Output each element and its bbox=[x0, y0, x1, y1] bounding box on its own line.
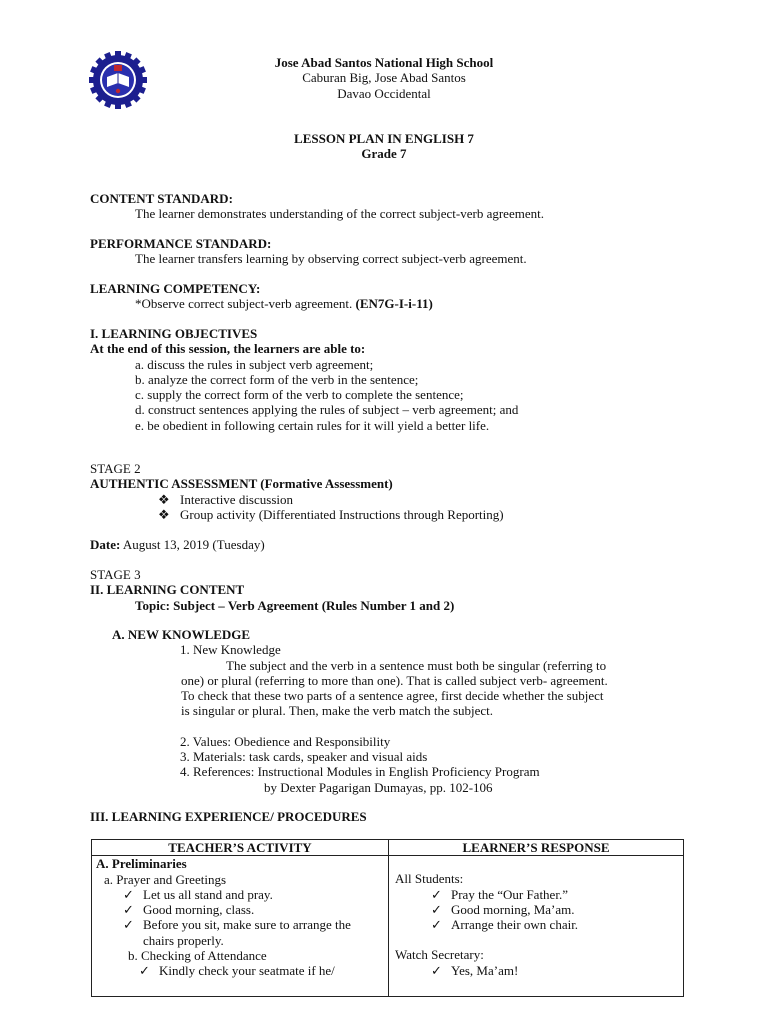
new-knowledge-item: 3. Materials: task cards, speaker and visual aids bbox=[180, 749, 428, 765]
procedures-table bbox=[91, 839, 684, 997]
assessment-bullet bbox=[90, 507, 710, 522]
assessment-bullet-text: Interactive discussion bbox=[180, 491, 293, 507]
watch-secretary-label: Watch Secretary: bbox=[395, 947, 484, 963]
teacher-check-item bbox=[96, 887, 384, 902]
learner-check-item bbox=[393, 917, 679, 932]
teacher-check-continuation: chairs properly. bbox=[143, 932, 224, 948]
objective-item: b. analyze the correct form of the verb in the sentence; bbox=[135, 371, 419, 387]
stage3-label: STAGE 3 bbox=[90, 567, 141, 582]
learning-competency-code: (EN7G-I-i-11) bbox=[355, 296, 433, 312]
learner-check-text: Yes, Ma’am! bbox=[451, 962, 519, 978]
school-address-line1: Caburan Big, Jose Abad Santos bbox=[302, 70, 466, 86]
learning-competency-text: *Observe correct subject-verb agreement. bbox=[135, 296, 353, 312]
checkmark-icon: ✓ bbox=[431, 962, 442, 978]
diamond-bullet-icon: ❖ bbox=[158, 506, 170, 522]
learner-response-cell bbox=[389, 856, 684, 997]
objective-item: c. supply the correct form of the verb to complete the sentence; bbox=[135, 387, 464, 403]
learner-check-item bbox=[393, 902, 679, 917]
school-header bbox=[150, 55, 618, 101]
new-knowledge-heading: A. NEW KNOWLEDGE bbox=[112, 627, 251, 642]
performance-standard-heading: PERFORMANCE STANDARD: bbox=[90, 236, 272, 251]
procedures-heading: III. LEARNING EXPERIENCE/ PROCEDURES bbox=[90, 809, 367, 824]
learning-competency-section bbox=[90, 281, 710, 312]
date-value: August 13, 2019 (Tuesday) bbox=[122, 537, 265, 552]
teacher-check-item bbox=[96, 902, 384, 917]
teacher-check-item bbox=[96, 963, 384, 978]
learner-check-text: Pray the “Our Father.” bbox=[451, 886, 568, 902]
checkmark-icon: ✓ bbox=[139, 963, 150, 979]
reference-continuation: by Dexter Pagarigan Dumayas, pp. 102-106 bbox=[264, 779, 493, 795]
objective-item: a. discuss the rules in subject verb agreement; bbox=[135, 356, 374, 372]
assessment-bullet bbox=[90, 492, 710, 507]
assessment-bullet-text: Group activity (Differentiated Instructions through Reporting) bbox=[180, 506, 504, 522]
checkmark-icon: ✓ bbox=[431, 886, 442, 902]
content-standard-section bbox=[90, 191, 710, 222]
attendance-label: b. Checking of Attendance bbox=[128, 948, 267, 964]
content-standard-heading: CONTENT STANDARD: bbox=[90, 191, 233, 206]
school-name: Jose Abad Santos National High School bbox=[274, 55, 494, 70]
learning-competency-line bbox=[90, 296, 710, 311]
learning-content-heading: II. LEARNING CONTENT bbox=[90, 582, 245, 598]
topic-line: Topic: Subject – Verb Agreement (Rules Number 1 and 2) bbox=[135, 597, 455, 613]
new-knowledge-paragraph-line: one) or plural (referring to more than one). That is called subject verb- agreement. bbox=[181, 672, 608, 688]
new-knowledge-item: 1. New Knowledge bbox=[180, 642, 281, 658]
lesson-title-line1: LESSON PLAN IN ENGLISH 7 bbox=[294, 131, 474, 146]
school-address-line2: Davao Occidental bbox=[337, 85, 431, 101]
performance-standard-text: The learner transfers learning by observing correct subject-verb agreement. bbox=[135, 251, 527, 267]
learner-check-item bbox=[393, 963, 679, 978]
lesson-title-line2: Grade 7 bbox=[361, 146, 407, 162]
objective-item: e. be obedient in following certain rules for it will yield a better life. bbox=[135, 417, 490, 433]
column-header-teacher: TEACHER’S ACTIVITY bbox=[92, 840, 389, 856]
teacher-activity-cell bbox=[92, 856, 389, 997]
date-label: Date: bbox=[90, 537, 121, 552]
new-knowledge-paragraph-line: is singular or plural. Then, make the verb match the subject. bbox=[181, 703, 494, 719]
table-row bbox=[92, 856, 684, 997]
objective-item: d. construct sentences applying the rules of subject – verb agreement; and bbox=[135, 402, 519, 418]
school-seal-logo bbox=[89, 51, 147, 109]
learning-objectives-section bbox=[90, 326, 710, 433]
all-students-label: All Students: bbox=[395, 871, 464, 887]
new-knowledge-paragraph-line: The subject and the verb in a sentence must both be singular (referring to bbox=[226, 657, 607, 673]
new-knowledge-item: 4. References: Instructional Modules in English Proficiency Program bbox=[180, 764, 540, 780]
checkmark-icon: ✓ bbox=[431, 901, 442, 917]
prayer-greetings-label: a. Prayer and Greetings bbox=[104, 871, 227, 887]
teacher-check-text: Before you sit, make sure to arrange the bbox=[143, 917, 351, 933]
checkmark-icon: ✓ bbox=[123, 902, 134, 918]
learner-check-item bbox=[393, 887, 679, 902]
stage2-label: STAGE 2 bbox=[90, 461, 141, 476]
checkmark-icon: ✓ bbox=[123, 886, 134, 902]
new-knowledge-item: 2. Values: Obedience and Responsibility bbox=[180, 733, 391, 749]
learner-check-text: Good morning, Ma’am. bbox=[451, 901, 575, 917]
teacher-check-item bbox=[96, 917, 384, 932]
table-header-row bbox=[92, 840, 684, 856]
teacher-check-text: Let us all stand and pray. bbox=[143, 886, 273, 902]
teacher-check-text: Good morning, class. bbox=[143, 902, 255, 918]
lesson-title bbox=[150, 131, 618, 162]
checkmark-icon: ✓ bbox=[123, 917, 134, 933]
stage2-heading: AUTHENTIC ASSESSMENT (Formative Assessment) bbox=[90, 476, 393, 492]
teacher-check-text: Kindly check your seatmate if he/ bbox=[159, 963, 335, 979]
performance-standard-section bbox=[90, 236, 710, 267]
content-standard-text: The learner demonstrates understanding of the correct subject-verb agreement. bbox=[135, 206, 544, 222]
preliminaries-label: A. Preliminaries bbox=[96, 856, 187, 872]
new-knowledge-paragraph-line: To check that these two parts of a sentence agree, first decide whether the subject bbox=[181, 688, 604, 704]
diamond-bullet-icon: ❖ bbox=[158, 491, 170, 507]
learning-competency-heading: LEARNING COMPETENCY: bbox=[90, 281, 261, 296]
checkmark-icon: ✓ bbox=[431, 917, 442, 933]
stage3-section bbox=[90, 567, 710, 613]
stage2-section bbox=[90, 461, 710, 522]
new-knowledge-section bbox=[112, 627, 712, 795]
learner-check-text: Arrange their own chair. bbox=[451, 917, 579, 933]
objectives-intro: At the end of this session, the learners are able to: bbox=[90, 341, 366, 357]
column-header-learner: LEARNER’S RESPONSE bbox=[389, 840, 684, 856]
objectives-heading: I. LEARNING OBJECTIVES bbox=[90, 326, 258, 341]
date-line bbox=[90, 537, 710, 552]
